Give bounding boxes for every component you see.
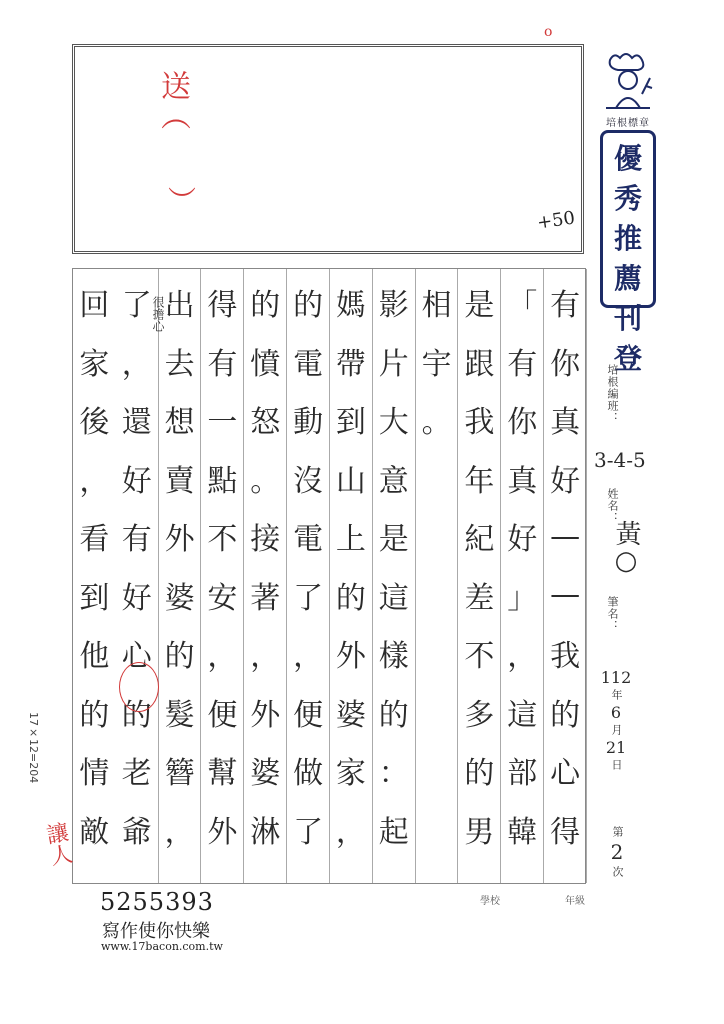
- grid-char: 心: [550, 756, 581, 792]
- grid-column: [501, 269, 544, 883]
- grid-char: 安: [207, 580, 238, 616]
- grid-char: 差: [464, 580, 495, 616]
- grid-column: [330, 269, 373, 883]
- grid-char: 外: [207, 814, 238, 850]
- grid-char: 跟: [464, 346, 495, 382]
- grid-char: 的: [250, 288, 281, 324]
- grid-char: 上: [335, 522, 366, 558]
- grid-char: 有: [550, 288, 581, 324]
- grid-char: ，: [335, 814, 366, 850]
- grid-char: 點: [207, 463, 238, 499]
- grid-char: 你: [507, 405, 538, 441]
- grid-char: 外: [164, 522, 195, 558]
- circle-mark: [119, 662, 159, 712]
- grid-char: ，: [507, 639, 538, 675]
- grid-char: 我: [550, 639, 581, 675]
- corner-mark: o: [544, 24, 553, 40]
- grid-char: 怒: [250, 405, 281, 441]
- grid-char: 婆: [250, 756, 281, 792]
- comment-red-close: ）: [164, 186, 197, 214]
- grid-char: 著: [250, 580, 281, 616]
- grid-char: 憤: [250, 346, 281, 382]
- grid-char: 了: [121, 288, 152, 324]
- grid-char: 看: [79, 522, 110, 558]
- grid-char: 男: [464, 814, 495, 850]
- grid-column: [459, 269, 502, 883]
- grid-char: 這: [507, 697, 538, 733]
- grid-char: 影: [378, 288, 409, 324]
- grid-char: 外: [335, 639, 366, 675]
- footer-url: www.17bacon.com.tw: [101, 940, 223, 953]
- class-label: 培根編班：: [606, 364, 619, 424]
- date-month-label: 月: [610, 724, 623, 736]
- grid-char: 爺: [121, 814, 152, 850]
- grid-char: 心: [121, 639, 152, 675]
- grid-char: 簪: [164, 756, 195, 792]
- grid-char: 幫: [207, 756, 238, 792]
- grid-char: 想: [164, 405, 195, 441]
- grid-char: 有: [507, 346, 538, 382]
- grid-column: [544, 269, 587, 883]
- grid-char: 好: [121, 580, 152, 616]
- grid-char: 不: [464, 639, 495, 675]
- name-value: 黃○: [611, 520, 641, 576]
- grid-char: 髮: [164, 697, 195, 733]
- grid-char: 便: [293, 697, 324, 733]
- grid-char: 敵: [79, 814, 110, 850]
- grid-char: 賣: [164, 463, 195, 499]
- grid-char: 的: [79, 697, 110, 733]
- grid-column: [202, 269, 245, 883]
- writing-grid: [72, 268, 586, 884]
- grid-char: 有: [121, 522, 152, 558]
- insert-note: 很擔心: [151, 296, 165, 332]
- grid-char: 到: [79, 580, 110, 616]
- grid-char: 好: [550, 463, 581, 499]
- grid-char: 部: [507, 756, 538, 792]
- grid-char: 好: [507, 522, 538, 558]
- grid-char: 韓: [507, 814, 538, 850]
- grid-char: 婆: [164, 580, 195, 616]
- grid-char: 電: [293, 346, 324, 382]
- grid-column: [416, 269, 459, 883]
- grid-char: 的: [378, 697, 409, 733]
- grid-char: 」: [507, 580, 538, 616]
- grid-char: 的: [550, 697, 581, 733]
- grid-char: ，: [121, 346, 152, 382]
- times-suffix: 次: [611, 866, 624, 878]
- grid-column: [244, 269, 287, 883]
- grid-char: 便: [207, 697, 238, 733]
- grid-char: 做: [293, 756, 324, 792]
- grid-char: ，: [250, 639, 281, 675]
- grid-char: 有: [207, 346, 238, 382]
- name-label: 姓名：: [606, 488, 619, 524]
- score-mark: +50: [535, 207, 577, 234]
- grid-char: 的: [293, 288, 324, 324]
- grid-char: 年: [464, 463, 495, 499]
- recommend-char: 薦: [613, 262, 642, 295]
- grade-label: 年級: [565, 896, 585, 907]
- grid-char: —: [550, 577, 581, 613]
- school-label: 學校: [480, 896, 500, 907]
- grid-char: 還: [121, 405, 152, 441]
- grid-char: 「: [507, 288, 538, 324]
- bacon-stamp-logo: [598, 50, 658, 120]
- times-value: 2: [610, 840, 624, 864]
- class-value: 3-4-5: [594, 448, 646, 472]
- grid-char: 得: [550, 814, 581, 850]
- grid-char: ，: [207, 639, 238, 675]
- grid-char: 帶: [335, 346, 366, 382]
- grid-char: 電: [293, 522, 324, 558]
- grid-char: 家: [79, 346, 110, 382]
- grid-char: 真: [507, 463, 538, 499]
- grid-char: 了: [293, 814, 324, 850]
- grid-column: [287, 269, 330, 883]
- grid-char: 這: [378, 580, 409, 616]
- grid-char: 的: [164, 639, 195, 675]
- grid-char: ，: [293, 639, 324, 675]
- grid-char: 是: [378, 522, 409, 558]
- grid-char: 沒: [293, 463, 324, 499]
- times-block: [602, 826, 632, 878]
- grid-char: 的: [335, 580, 366, 616]
- footer-slogan: 寫作使你快樂: [102, 921, 210, 942]
- grid-char: 老: [121, 756, 152, 792]
- grid-char: 去: [164, 346, 195, 382]
- recommend-char: 登: [613, 342, 642, 375]
- recommend-badge: [600, 130, 656, 375]
- grid-char: 出: [164, 288, 195, 324]
- grid-char: 真: [550, 405, 581, 441]
- grid-char: ：: [378, 756, 409, 792]
- grid-char: 好: [121, 463, 152, 499]
- grid-column: [116, 269, 159, 883]
- grid-char: 宇: [421, 346, 452, 382]
- grid-char: 大: [378, 405, 409, 441]
- grid-char: 得: [207, 288, 238, 324]
- pen-name-label: 筆名：: [606, 596, 619, 632]
- grid-char: 我: [464, 405, 495, 441]
- grid-char: 意: [378, 463, 409, 499]
- grid-char: 山: [335, 463, 366, 499]
- grid-char: 情: [79, 756, 110, 792]
- recommend-char: 優: [613, 142, 642, 175]
- grid-column: [73, 269, 116, 883]
- paper-spec: 17×12=204: [27, 712, 40, 784]
- grid-char: 淋: [250, 814, 281, 850]
- grid-char: 多: [464, 697, 495, 733]
- grid-column: [159, 269, 202, 883]
- grid-char: 外: [250, 697, 281, 733]
- recommend-char: 刊: [613, 302, 642, 335]
- grid-char: 家: [335, 756, 366, 792]
- date-block: [598, 668, 634, 771]
- grid-char: 片: [378, 346, 409, 382]
- grid-char: 婆: [335, 697, 366, 733]
- date-day: 21: [605, 738, 627, 757]
- comment-red-text: 送（: [155, 70, 190, 130]
- grid-char: 起: [378, 814, 409, 850]
- grid-column: [373, 269, 416, 883]
- grid-char: ，: [164, 814, 195, 850]
- grid-char: 他: [79, 639, 110, 675]
- grid-char: 樣: [378, 639, 409, 675]
- grid-char: 接: [250, 522, 281, 558]
- date-day-label: 日: [610, 759, 623, 771]
- grid-char: 媽: [335, 288, 366, 324]
- grid-char: 一: [207, 405, 238, 441]
- teacher-comment-box: [72, 44, 584, 254]
- grid-char: 是: [464, 288, 495, 324]
- grid-char: 了: [293, 580, 324, 616]
- recommend-char: 秀: [613, 182, 642, 215]
- times-label: 第: [611, 826, 624, 838]
- grid-char: 。: [421, 405, 452, 441]
- grid-char: 的: [121, 697, 152, 733]
- grid-char: 後: [79, 405, 110, 441]
- grid-char: 。: [250, 463, 281, 499]
- grid-char: 到: [335, 405, 366, 441]
- grid-char: ，: [79, 463, 110, 499]
- date-year: 112: [600, 668, 632, 687]
- grid-char: 不: [207, 522, 238, 558]
- date-year-label: 年: [610, 689, 623, 701]
- grid-char: 相: [421, 288, 452, 324]
- stamp-caption: 培根標章: [606, 118, 650, 129]
- grid-char: —: [550, 518, 581, 554]
- footer-number: 5255393: [100, 888, 214, 916]
- grid-char: 紀: [464, 522, 495, 558]
- date-month: 6: [610, 703, 622, 722]
- grid-char: 的: [464, 756, 495, 792]
- grid-char: 動: [293, 405, 324, 441]
- grid-char: 你: [550, 346, 581, 382]
- recommend-char: 推: [613, 222, 642, 255]
- grid-char: 回: [79, 288, 110, 324]
- margin-red-note: 讓人: [41, 820, 74, 868]
